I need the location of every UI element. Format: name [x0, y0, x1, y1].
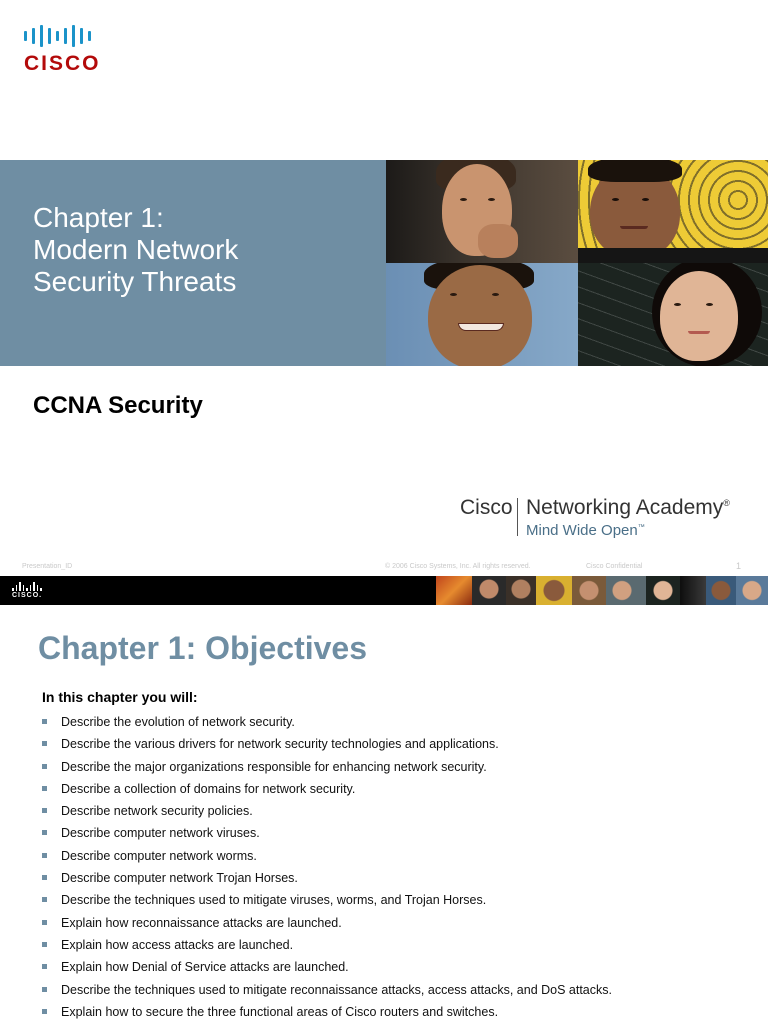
header-photo-9 [706, 576, 736, 605]
square-bullet-icon [42, 719, 47, 724]
photo-smiling-man [386, 263, 578, 366]
header-photo-5 [572, 576, 606, 605]
academy-tagline-text: Mind Wide Open [526, 522, 638, 539]
square-bullet-icon [42, 853, 47, 858]
list-item [42, 934, 612, 956]
course-subtitle: CCNA Security [33, 392, 203, 419]
list-item [42, 733, 612, 755]
square-bullet-icon [42, 786, 47, 791]
header-photo-1 [436, 576, 472, 605]
square-bullet-icon [42, 764, 47, 769]
list-item [42, 711, 612, 733]
objectives-slide [0, 576, 768, 1024]
footer-presentation-id: Presentation_ID [22, 563, 73, 570]
list-item [42, 979, 612, 1001]
trademark-mark: ™ [637, 524, 645, 531]
cisco-bridge-logo-icon [12, 582, 46, 591]
objectives-lead: In this chapter you will: [42, 689, 198, 705]
cisco-logo [24, 22, 120, 78]
list-item [42, 845, 612, 867]
list-item [42, 1001, 612, 1023]
square-bullet-icon [42, 964, 47, 969]
header-photo-10 [736, 576, 768, 605]
chapter-title-line: Chapter 1: [33, 202, 164, 233]
chapter-title-line: Security Threats [33, 266, 237, 297]
list-item [42, 800, 612, 822]
list-item-text: Describe computer network Trojan Horses. [61, 871, 298, 886]
list-item [42, 778, 612, 800]
academy-cisco-word: Cisco [460, 496, 513, 519]
list-item-text: Describe network security policies. [61, 804, 253, 819]
list-item-text: Describe a collection of domains for network security. [61, 781, 356, 796]
square-bullet-icon [42, 942, 47, 947]
academy-tagline [526, 522, 645, 539]
list-item-text: Describe the techniques used to mitigate viruses, worms, and Trojan Horses. [61, 893, 487, 908]
footer-copyright: © 2006 Cisco Systems, Inc. All rights reserved. [385, 563, 531, 570]
square-bullet-icon [42, 741, 47, 746]
academy-name-text: Networking Academy [526, 496, 724, 519]
list-item-text: Describe the various drivers for network security technologies and applications. [61, 737, 499, 752]
list-item [42, 912, 612, 934]
square-bullet-icon [42, 897, 47, 902]
list-item [42, 867, 612, 889]
registered-mark: ® [723, 498, 730, 508]
page-title: Chapter 1: Objectives [38, 630, 367, 666]
page-number: 1 [736, 561, 742, 571]
list-item [42, 822, 612, 844]
academy-name [526, 496, 730, 520]
header-photo-2 [472, 576, 506, 605]
chapter-title-line: Modern Network [33, 234, 239, 265]
cisco-logo-text: CISCO [24, 52, 101, 75]
square-bullet-icon [42, 987, 47, 992]
list-item-text: Explain how Denial of Service attacks are launched. [61, 960, 349, 975]
list-item [42, 756, 612, 778]
header-photo-8 [680, 576, 706, 605]
header-photo-7 [646, 576, 680, 605]
photo-young-man [578, 160, 768, 263]
list-item-text: Describe computer network worms. [61, 848, 257, 863]
list-item-text: Explain how access attacks are launched. [61, 937, 294, 952]
photo-man-thinking [386, 160, 578, 263]
square-bullet-icon [42, 808, 47, 813]
objectives-list [42, 711, 612, 1023]
header-photo-6 [606, 576, 646, 605]
list-item-text: Explain how to secure the three functional areas of Cisco routers and switches. [61, 1004, 499, 1019]
list-item [42, 889, 612, 911]
footer-confidential: Cisco Confidential [586, 563, 643, 570]
photo-young-woman [578, 263, 768, 366]
list-item-text: Describe the major organizations responsible for enhancing network security. [61, 759, 487, 774]
list-item-text: Describe the evolution of network security. [61, 715, 295, 729]
header-photo-3 [506, 576, 536, 605]
list-item-text: Explain how reconnaissance attacks are launched. [61, 915, 342, 930]
header-cisco-logo-text: CISCO. [12, 592, 43, 599]
square-bullet-icon [42, 875, 47, 880]
networking-academy-logo [460, 496, 760, 546]
chapter-title [33, 202, 373, 298]
academy-divider [517, 498, 518, 536]
list-item [42, 956, 612, 978]
cisco-bridge-logo-icon [24, 22, 120, 50]
list-item-text: Describe computer network viruses. [61, 826, 260, 841]
square-bullet-icon [42, 1009, 47, 1014]
square-bullet-icon [42, 830, 47, 835]
header-cisco-logo [12, 582, 46, 602]
header-photo-4 [536, 576, 572, 605]
list-item-text: Describe the techniques used to mitigate reconnaissance attacks, access attacks, and DoS attacks. [61, 982, 612, 997]
square-bullet-icon [42, 920, 47, 925]
